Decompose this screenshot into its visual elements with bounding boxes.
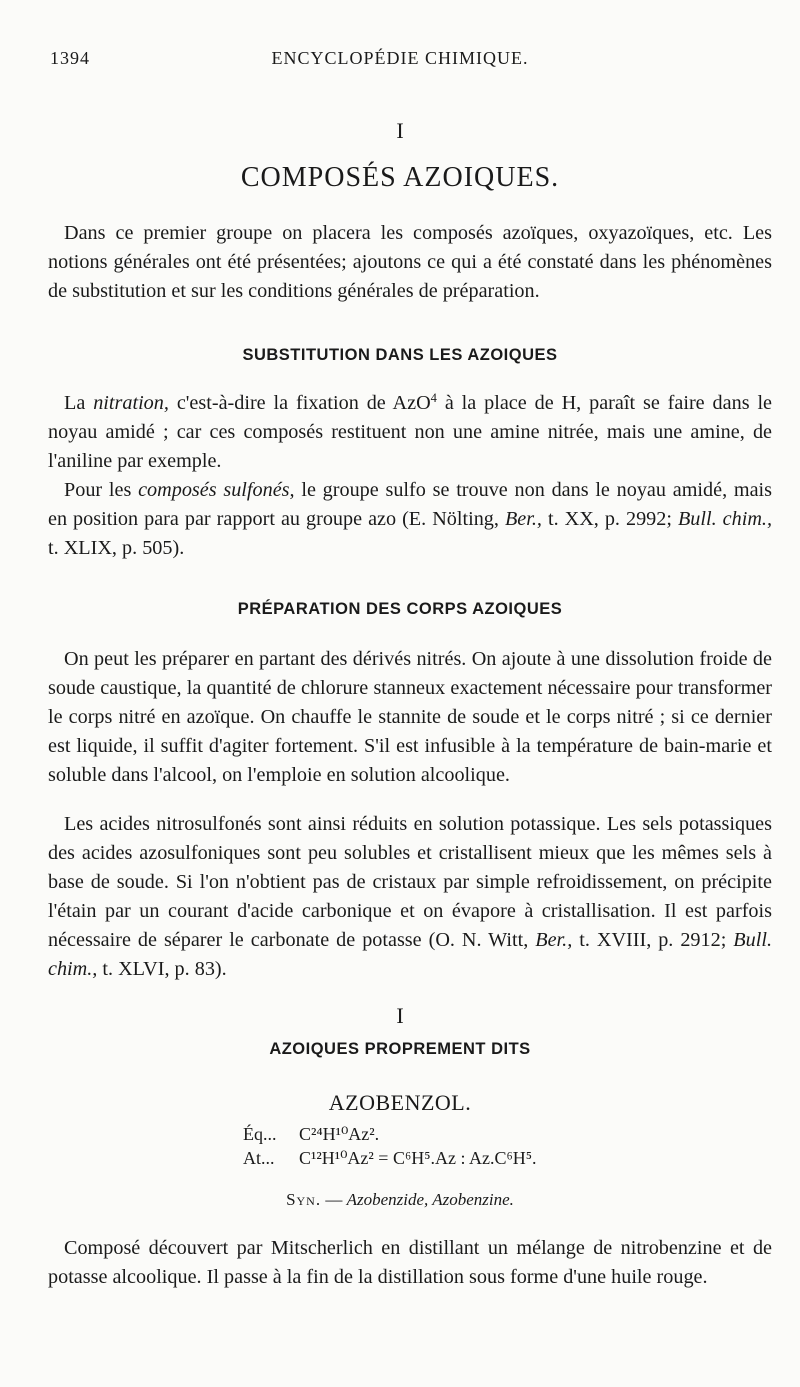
preparation-heading: PRÉPARATION DES CORPS AZOIQUES xyxy=(237,600,563,618)
substitution-heading: SUBSTITUTION DANS LES AZOIQUES xyxy=(242,346,558,364)
preparation-paragraph-2: Les acides nitrosulfonés sont ainsi réduits en solution potassique. Les sels potassiques des acides azosulfoniques sont peu solubles et cristallisent mieux que les mêmes sels à base de soude. Si l'on n'obtient pas de cristaux par simple refroidissement, on précipite l'étain par un courant d'acide carbonique et on évapore à cristallisation. Il est parfois nécessaire de séparer le carbonate de potasse (O. N. Witt, Ber., t. XVIII, p. 2912; Bull. chim., t. XLVI, p. 83). xyxy=(48,813,772,980)
ref-ber: Ber., xyxy=(535,929,573,951)
equivalent-formula: Éq... C²⁴H¹⁰Az². xyxy=(243,1124,380,1144)
running-header xyxy=(50,48,750,72)
ref-ber: Ber., xyxy=(504,508,542,530)
preparation-paragraph-1: On peut les préparer en partant des dérivés nitrés. On ajoute à une dissolution froide de soude caustique, la quantité de chlorure stanneux exactement nécessaire pour transformer le corps nitré en azoïque. On chauffe le stannite de soude et le corps nitré ; si ce dernier est liquide, il suffit d'agiter fortement. S'il est infusible à la température de bain-marie et soluble dans l'alcool, on l'emploie en solution alcoolique. xyxy=(48,648,772,786)
substitution-paragraph-2: Pour les composés sulfonés, le groupe sulfo se trouve non dans le noyau amidé, mais en position para par rapport au groupe azo (E. Nölting, Ber., t. XX, p. 2992; Bull. chim., t. XLIX, p. 505). xyxy=(48,479,773,559)
synonyms: Syn. — Azobenzide, Azobenzine. xyxy=(286,1190,514,1209)
chapter-numeral: I xyxy=(396,118,404,143)
compound-name: AZOBENZOL. xyxy=(328,1090,472,1115)
ref-bull-chim: Bull. chim., xyxy=(677,508,772,530)
intro-paragraph: Dans ce premier groupe on placera les composés azoïques, oxyazoïques, etc. Les notions générales ont été présentées; ajoutons ce qui a été constaté dans les phénomènes de substitution et sur les conditions générales de préparation. xyxy=(48,222,772,302)
term-sulfones: composés sulfonés, xyxy=(138,479,295,501)
section-numeral: I xyxy=(396,1003,404,1028)
chapter-title: COMPOSÉS AZOIQUES. xyxy=(240,162,560,193)
term-nitration: nitration, xyxy=(93,392,169,414)
substitution-paragraph-1: La nitration, c'est-à-dire la fixation de AzO$^4$ à la place de H, paraît se faire dans le noyau amidé ; car ces composés restituent non une amine nitrée, mais une amine, de l'aniline par exemple. xyxy=(48,391,773,472)
page-number: 1394 xyxy=(50,48,90,68)
atomic-formula: At... C¹²H¹⁰Az² = C⁶H⁵.Az : Az.C⁶H⁵. xyxy=(243,1148,537,1168)
running-title: ENCYCLOPÉDIE CHIMIQUE. xyxy=(271,48,529,68)
azobenzol-description: Composé découvert par Mitscherlich en distillant un mélange de nitrobenzine et de potasse alcoolique. Il passe à la fin de la distillation sous forme d'une huile rouge. xyxy=(48,1237,772,1288)
azoiques-heading: AZOIQUES PROPREMENT DITS xyxy=(269,1040,531,1058)
ref-bull-chim: Bull. chim., xyxy=(48,929,772,980)
